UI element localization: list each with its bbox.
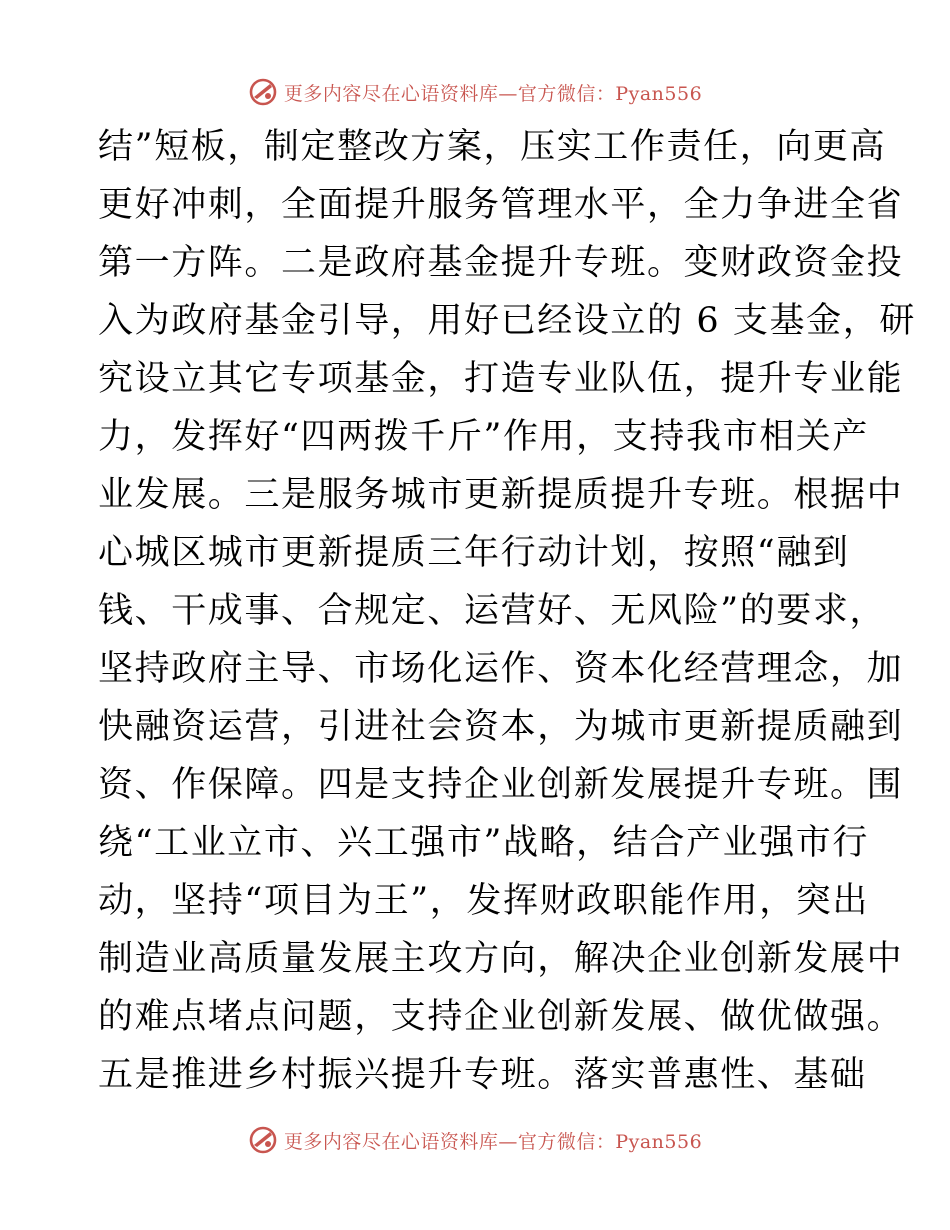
logo-icon xyxy=(248,77,278,107)
body-line: 的难点堵点问题，支持企业创新发展、做优做强。 xyxy=(98,997,904,1037)
body-line: 绕“工业立市、兴工强市”战略，结合产业强市行 xyxy=(98,823,869,863)
body-line: 第一方阵。二是政府基金提升专班。变财政资金投 xyxy=(98,243,904,283)
body-line: 结”短板，制定整改方案，压实工作责任，向更高 xyxy=(98,127,887,167)
body-line: 五是推进乡村振兴提升专班。落实普惠性、基础 xyxy=(98,1055,867,1095)
body-line: 动，坚持“项目为王”，发挥财政职能作用，突出 xyxy=(98,881,869,921)
header-banner-text: 更多内容尽在心语资料库—官方微信：Pyan556 xyxy=(283,82,703,105)
body-line: 快融资运营，引进社会资本，为城市更新提质融到 xyxy=(98,707,904,747)
body-line: 制造业高质量发展主攻方向，解决企业创新发展中 xyxy=(98,939,904,979)
footer-banner-text: 更多内容尽在心语资料库—官方微信：Pyan556 xyxy=(283,1130,703,1153)
body-line: 资、作保障。四是支持企业创新发展提升专班。围 xyxy=(98,765,904,805)
body-line: 更好冲刺，全面提升服务管理水平，全力争进全省 xyxy=(98,185,904,225)
footer-banner xyxy=(0,1120,950,1160)
body-line: 坚持政府主导、市场化运作、资本化经营理念，加 xyxy=(98,649,904,689)
body-line: 究设立其它专项基金，打造专业队伍，提升专业能 xyxy=(98,359,904,399)
body-line: 入为政府基金引导，用好已经设立的 6 支基金，研 xyxy=(98,301,916,341)
body-line: 力，发挥好“四两拨千斤”作用，支持我市相关产 xyxy=(98,417,869,457)
header-banner xyxy=(0,72,950,112)
body-line: 心城区城市更新提质三年行动计划，按照“融到 xyxy=(98,533,850,573)
document-body xyxy=(98,118,916,1104)
body-line: 钱、干成事、合规定、运营好、无风险”的要求， xyxy=(98,591,887,631)
logo-icon xyxy=(248,1125,278,1155)
body-line: 业发展。三是服务城市更新提质提升专班。根据中 xyxy=(98,475,904,515)
